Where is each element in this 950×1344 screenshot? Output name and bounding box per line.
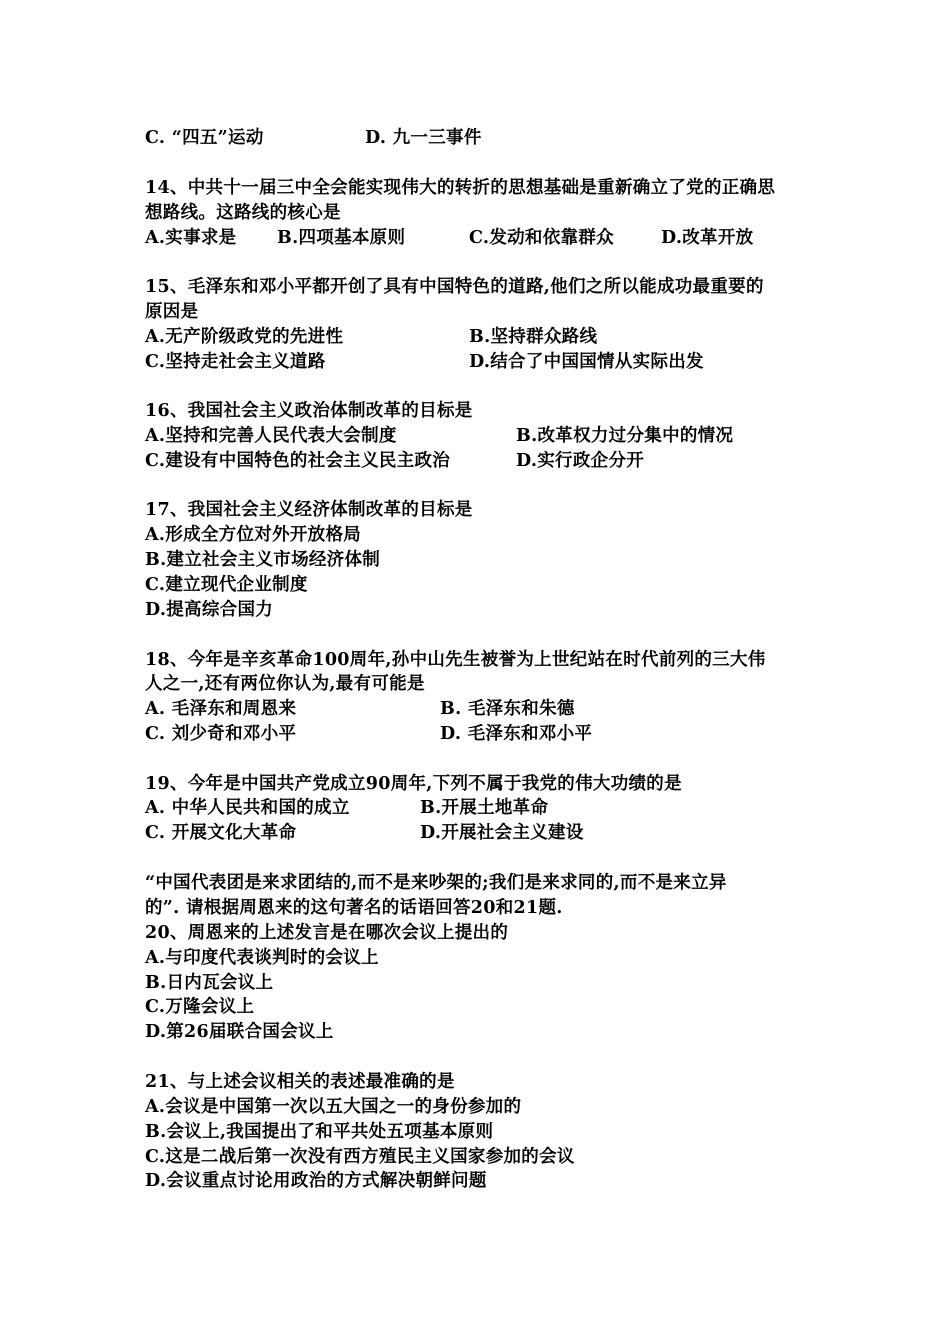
q21-option-a: A.会议是中国第一次以五大国之一的身份参加的 [145,1097,522,1117]
q15-stem-line-1: 15、毛泽东和邓小平都开创了具有中国特色的道路,他们之所以能成功最重要的 [145,277,764,297]
q17-stem: 17、我国社会主义经济体制改革的目标是 [145,500,473,520]
passage-line-2: 的”. 请根据周恩来的这句著名的话语回答20和21题. [145,898,563,918]
q19-option-b: B.开展土地革命 [420,798,549,818]
q17-option-a: A.形成全方位对外开放格局 [145,525,362,545]
q19-option-d: D.开展社会主义建设 [420,823,584,843]
q19-option-a: A. 中华人民共和国的成立 [145,798,350,818]
q17-option-d: D.提高综合国力 [145,600,274,620]
q18-option-c: C. 刘少奇和邓小平 [145,724,297,744]
q16-option-c: C.建设有中国特色的社会主义民主政治 [145,451,451,471]
q20-option-c: C.万隆会议上 [145,997,255,1017]
q17-option-c: C.建立现代企业制度 [145,575,308,595]
q15-option-b: B.坚持群众路线 [469,327,598,347]
q16-option-a: A.坚持和完善人民代表大会制度 [145,426,397,446]
q16-option-b: B.改革权力过分集中的情况 [516,426,734,446]
q13-option-c: C. “四五”运动 [145,128,264,148]
q15-option-c: C.坚持走社会主义道路 [145,352,326,372]
q14-option-b: B.四项基本原则 [277,228,406,248]
q16-stem: 16、我国社会主义政治体制改革的目标是 [145,401,473,421]
q21-option-c: C.这是二战后第一次没有西方殖民主义国家参加的会议 [145,1147,575,1167]
q20-stem: 20、周恩来的上述发言是在哪次会议上提出的 [145,923,509,943]
q20-option-d: D.第26届联合国会议上 [145,1022,334,1042]
q13-option-d: D. 九一三事件 [365,128,482,148]
q14-option-c: C.发动和依靠群众 [469,228,614,248]
q18-option-a: A. 毛泽东和周恩来 [145,699,297,719]
q19-option-c: C. 开展文化大革命 [145,823,297,843]
q15-option-d: D.结合了中国国情从实际出发 [469,352,704,372]
q21-option-d: D.会议重点讨论用政治的方式解决朝鲜问题 [145,1171,487,1191]
q17-option-b: B.建立社会主义市场经济体制 [145,550,381,570]
q14-option-d: D.改革开放 [661,228,754,248]
q18-option-d: D. 毛泽东和邓小平 [440,724,593,744]
q18-option-b: B. 毛泽东和朱德 [440,699,575,719]
q16-option-d: D.实行政企分开 [516,451,645,471]
q20-option-b: B.日内瓦会议上 [145,973,274,993]
q15-option-a: A.无产阶级政党的先进性 [145,327,344,347]
passage-line-1: “中国代表团是来求团结的,而不是来吵架的;我们是来求同的,而不是来立异 [145,873,727,893]
q14-stem-line-2: 想路线。这路线的核心是 [145,203,341,223]
q20-option-a: A.与印度代表谈判时的会议上 [145,948,379,968]
q14-stem-line-1: 14、中共十一届三中全会能实现伟大的转折的思想基础是重新确立了党的正确思 [145,178,776,198]
q14-option-a: A.实事求是 [145,228,237,248]
q21-stem: 21、与上述会议相关的表述最准确的是 [145,1072,455,1092]
q21-option-b: B.会议上,我国提出了和平共处五项基本原则 [145,1122,494,1142]
q19-stem: 19、今年是中国共产党成立90周年,下列不属于我党的伟大功绩的是 [145,774,682,794]
q15-stem-line-2: 原因是 [145,302,199,322]
q18-stem-line-1: 18、今年是辛亥革命100周年,孙中山先生被誉为上世纪站在时代前列的三大伟 [145,650,766,670]
q18-stem-line-2: 人之一,还有两位你认为,最有可能是 [145,674,425,694]
